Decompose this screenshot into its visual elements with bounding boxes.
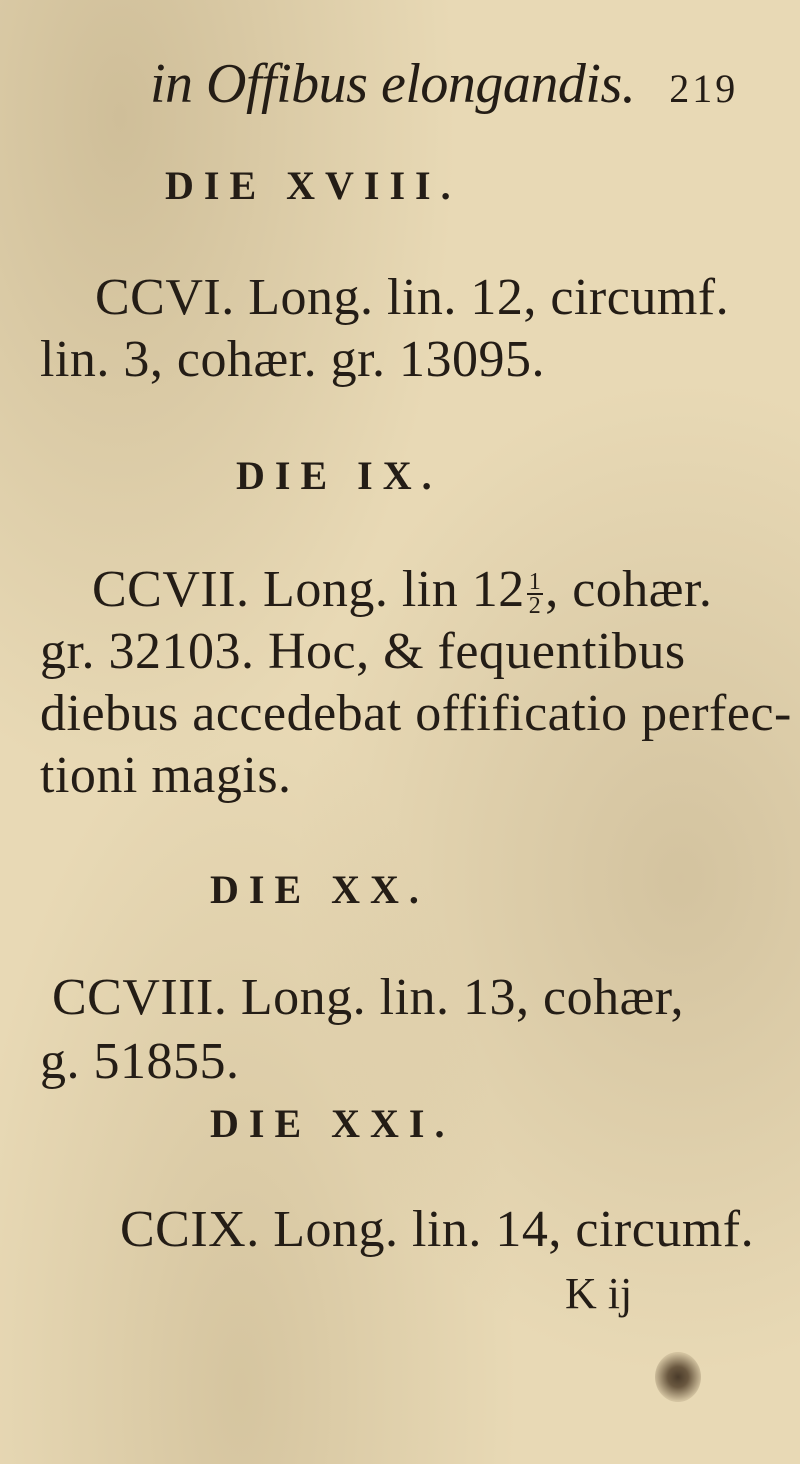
day-heading: DIE XXI.	[210, 1101, 455, 1146]
fraction-denominator: 2	[528, 593, 542, 620]
running-header	[150, 52, 738, 116]
fraction	[527, 569, 544, 620]
running-title: in Offibus elongandis.	[150, 53, 636, 115]
entry-line: lin. 3, cohær. gr. 13095.	[40, 331, 546, 388]
entry-line: CCVI. Long. lin. 12, circumf.	[95, 269, 730, 326]
entry-text-continued: , cohær.	[545, 561, 713, 618]
signature-mark: K ij	[565, 1269, 633, 1318]
ink-blot	[655, 1352, 701, 1402]
entry-line	[92, 560, 712, 619]
entry-line: g. 51855.	[40, 1033, 240, 1090]
fraction-numerator: 1	[528, 569, 542, 596]
entry-line: CCVIII. Long. lin. 13, cohær,	[52, 969, 685, 1026]
entry-line: diebus accedebat offificatio perfec-	[40, 685, 792, 742]
entry-line: gr. 32103. Hoc, & fequentibus	[40, 623, 686, 680]
day-heading: DIE IX.	[236, 453, 442, 498]
entry-text: CCVII. Long. lin 12	[92, 561, 525, 618]
day-heading: DIE XX.	[210, 867, 429, 912]
entry-line: tioni magis.	[40, 747, 292, 804]
entry-line: CCIX. Long. lin. 14, circumf.	[120, 1201, 755, 1258]
day-heading: DIE XVIII.	[165, 163, 461, 208]
page-number: 219	[669, 66, 739, 111]
